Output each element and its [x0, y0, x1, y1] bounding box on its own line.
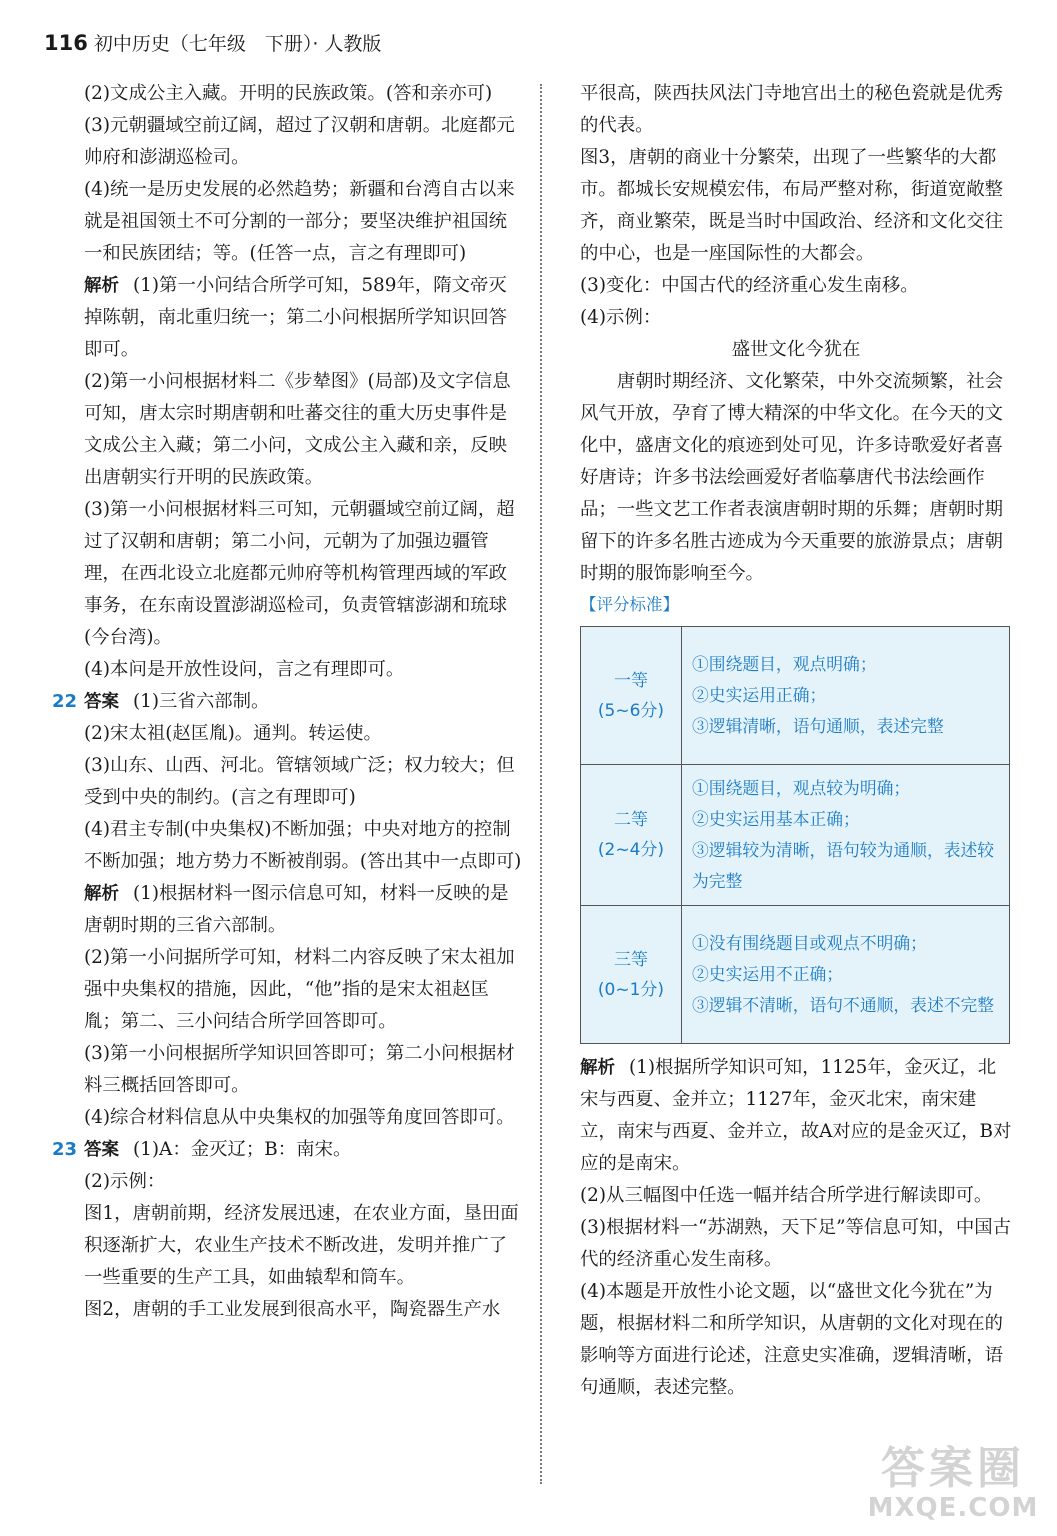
- grade-label: 三等: [614, 949, 648, 970]
- criterion: ③逻辑较为清晰，语句较为通顺，表述较为完整: [692, 840, 995, 891]
- rubric-table: [580, 626, 1010, 1044]
- analysis-paragraph: (3)第一小问根据材料三可知，元朝疆域空前辽阔，超过了汉朝和唐朝；第二小问，元朝为了加强边疆管理，在西北设立北庭都元帅府等机构管理西域的军政事务，在东南设置澎湖巡检司，负责管辖澎湖和琉球(今台湾)。: [84, 499, 515, 648]
- question-number: 22: [52, 691, 78, 712]
- essay-body: 唐朝时期经济、文化繁荣，中外交流频繁，社会风气开放，孕育了博大精深的中华文化。在今天的文化中，盛唐文化的痕迹到处可见，许多诗歌爱好者喜好唐诗；许多书法绘画爱好者临摹唐代书法绘画作品；一些文艺工作者表演唐朝时期的乐舞；唐朝时期留下的许多名胜古迹成为今天重要的旅游景点；唐朝时期的服饰影响至今。: [580, 371, 1004, 584]
- answer-paragraph: 平很高，陕西扶风法门寺地宫出土的秘色瓷就是优秀的代表。: [580, 83, 1003, 136]
- analysis-label: 解析: [84, 276, 119, 296]
- grade-label: 二等: [614, 810, 648, 830]
- criterion: ③逻辑不清晰，语句不通顺，表述不完整: [692, 995, 995, 1015]
- criterion: ①围绕题目，观点明确；: [692, 654, 877, 674]
- answer-paragraph: 图3，唐朝的商业十分繁荣，出现了一些繁华的大都市。都城长安规模宏伟，布局严整对称，街道宽敞整齐，商业繁荣，既是当时中国政治、经济和文化交往的中心，也是一座国际性的大都会。: [580, 147, 1003, 264]
- essay-title: 盛世文化今犹在: [731, 339, 861, 360]
- watermark-text: 答案圈: [881, 1443, 1025, 1494]
- grade-cell: [581, 765, 682, 906]
- answer-paragraph: (3)元朝疆域空前辽阔，超过了汉朝和唐朝。北庭都元帅府和澎湖巡检司。: [84, 115, 515, 168]
- criterion: ②史实运用不正确；: [692, 964, 844, 984]
- criteria-cell: [682, 627, 1010, 765]
- analysis-paragraph: 解析 (1)根据材料一图示信息可知，材料一反映的是唐朝时期的三省六部制。: [84, 883, 509, 936]
- answer-paragraph: (2)示例：: [84, 1171, 166, 1192]
- criteria-cell: [682, 906, 1010, 1044]
- analysis-label: 解析: [580, 1058, 615, 1078]
- analysis-paragraph: (4)本问是开放性设问，言之有理即可。: [84, 659, 405, 680]
- question-number: 23: [52, 1139, 78, 1160]
- grade-score: (0~1分): [597, 979, 665, 1000]
- grade-label: 一等: [614, 670, 648, 691]
- question-22: [52, 686, 522, 1134]
- column-divider: [540, 84, 542, 1484]
- criterion: ②史实运用基本正确；: [692, 809, 860, 829]
- answer-paragraph: (4)君主专制(中央集权)不断加强；中央对地方的控制不断加强；地方势力不断被削弱。(答出其中一点即可): [84, 819, 522, 872]
- grade-score: (5~6分): [597, 700, 665, 721]
- answer-paragraph: (3)变化：中国古代的经济重心发生南移。: [580, 275, 919, 296]
- grade-score: (2~4分): [597, 840, 665, 860]
- criterion: ②史实运用正确；: [692, 685, 827, 705]
- analysis-paragraph: 解析 (1)根据所学知识可知，1125年，金灭辽，北宋与西夏、金并立；1127年，金灭北宋，南宋建立，南宋与西夏、金并立，故A对应的是金灭辽，B对应的是南宋。: [580, 1057, 1012, 1174]
- criteria-cell: [682, 765, 1010, 906]
- watermark-url: MXQE.COM: [867, 1493, 1039, 1523]
- table-row: [581, 627, 1010, 765]
- answer-paragraph: 答案 (1)A：金灭辽；B：南宋。: [84, 1139, 352, 1160]
- analysis-paragraph: (4)综合材料信息从中央集权的加强等角度回答即可。: [84, 1107, 515, 1128]
- analysis-paragraph: 解析 (1)第一小问结合所学可知，589年，隋文帝灭掉陈朝，南北重归统一；第二小问根据所学知识回答即可。: [84, 275, 507, 360]
- answer-label: 答案: [84, 1140, 119, 1160]
- analysis-label: 解析: [84, 884, 119, 904]
- answer-paragraph: (4)统一是历史发展的必然趋势；新疆和台湾自古以来就是祖国领土不可分割的一部分；要坚决维护祖国统一和民族团结；等。(任答一点，言之有理即可): [84, 179, 515, 264]
- question-23: [52, 1134, 522, 1326]
- answer-paragraph: (3)山东、山西、河北。管辖领域广泛；权力较大；但受到中央的制约。(言之有理即可): [84, 755, 515, 808]
- rubric-tag: 【评分标准】: [580, 595, 679, 614]
- answer-label: 答案: [84, 692, 119, 712]
- watermark-logo: [865, 1444, 1041, 1524]
- analysis-paragraph: (3)根据材料一“苏湖熟，天下足”等信息可知，中国古代的经济重心发生南移。: [580, 1217, 1012, 1270]
- answer-paragraph: (2)宋太祖(赵匡胤)。通判。转运使。: [84, 723, 382, 744]
- answer-paragraph: 图2，唐朝的手工业发展到很高水平，陶瓷器生产水: [84, 1299, 501, 1320]
- criterion: ①围绕题目，观点较为明确；: [692, 778, 911, 798]
- analysis-paragraph: (4)本题是开放性小论文题，以“盛世文化今犹在”为题，根据材料二和所学知识，从唐朝的文化对现在的影响等方面进行论述，注意史实准确，逻辑清晰，语句通顺，表述完整。: [580, 1281, 1003, 1398]
- answer-paragraph: (4)示例：: [580, 307, 662, 328]
- criterion: ①没有围绕题目或观点不明确；: [692, 933, 927, 953]
- answer-paragraph: (2)文成公主入藏。开明的民族政策。(答和亲亦可): [84, 83, 493, 104]
- criterion: ③逻辑清晰，语句通顺，表述完整: [692, 716, 944, 736]
- left-column: [52, 78, 522, 1326]
- analysis-paragraph: (2)第一小问据所学可知，材料二内容反映了宋太祖加强中央集权的措施，因此，“他”指的是宋太祖赵匡胤；第二、三小问结合所学回答即可。: [84, 947, 515, 1032]
- answer-paragraph: 图1，唐朝前期，经济发展迅速，在农业方面，垦田面积逐渐扩大，农业生产技术不断改进，发明并推广了一些重要的生产工具，如曲辕犁和筒车。: [84, 1203, 519, 1288]
- right-column: [580, 78, 1012, 1404]
- table-row: [581, 906, 1010, 1044]
- analysis-paragraph: (2)从三幅图中任选一幅并结合所学进行解读即可。: [580, 1185, 993, 1206]
- answer-paragraph: 答案 (1)三省六部制。: [84, 691, 270, 712]
- grade-cell: [581, 627, 682, 765]
- analysis-paragraph: (2)第一小问根据材料二《步辇图》(局部)及文字信息可知，唐太宗时期唐朝和吐蕃交往的重大历史事件是文成公主入藏；第二小问，文成公主入藏和亲，反映出唐朝实行开明的民族政策。: [84, 371, 511, 488]
- page-header: [44, 30, 381, 57]
- table-row: [581, 765, 1010, 906]
- grade-cell: [581, 906, 682, 1044]
- page-number: 116: [44, 31, 88, 55]
- analysis-paragraph: (3)第一小问根据所学知识回答即可；第二小问根据材料三概括回答即可。: [84, 1043, 515, 1096]
- book-title: 初中历史（七年级 下册）· 人教版: [93, 33, 382, 55]
